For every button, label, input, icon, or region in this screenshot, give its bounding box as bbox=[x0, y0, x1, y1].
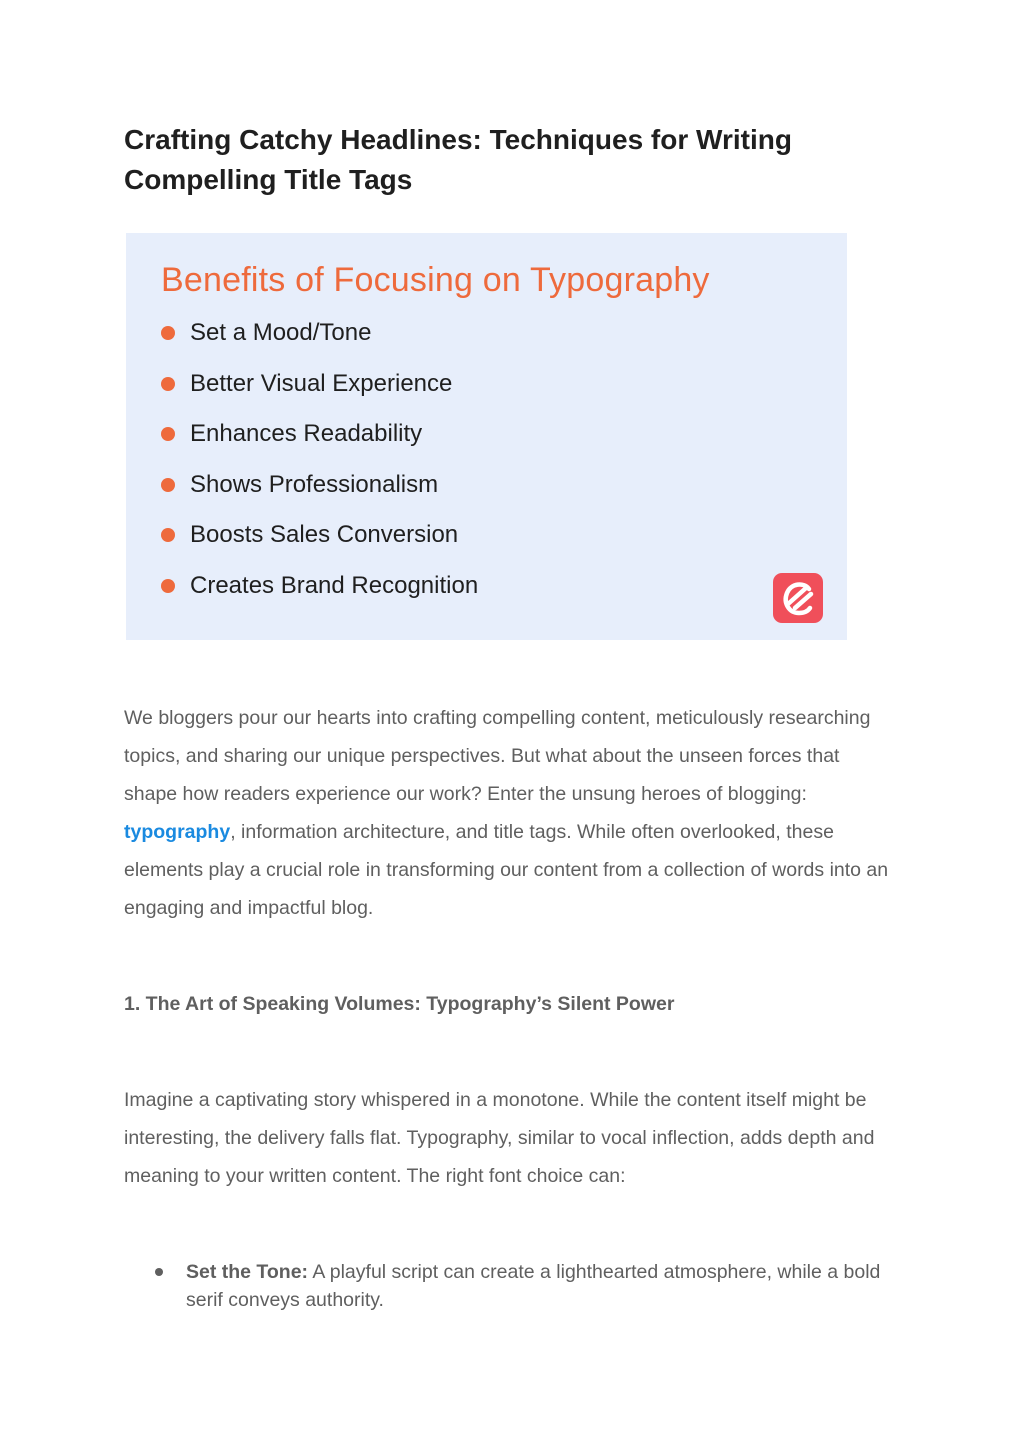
bullet-text: A playful script can create a lighthearted atmosphere, while a bold serif conveys authority. bbox=[186, 1261, 881, 1311]
benefit-item bbox=[160, 566, 478, 617]
benefit-item bbox=[160, 414, 478, 465]
intro-text-end: , information architecture, and title tags. While often overlooked, these elements play a crucial role in transforming our content from a collection of words into an engaging and impactful blog. bbox=[124, 821, 889, 919]
benefit-label: Shows Professionalism bbox=[190, 470, 439, 498]
font-benefits-list bbox=[124, 1258, 896, 1314]
bullet-dot-icon bbox=[161, 377, 175, 391]
benefit-item bbox=[160, 465, 478, 516]
bullet-dot-icon bbox=[161, 478, 175, 492]
benefits-list bbox=[160, 313, 478, 617]
benefit-label: Set a Mood/Tone bbox=[190, 319, 372, 346]
bullet-term: Set the Tone: bbox=[186, 1261, 309, 1283]
section-paragraph: Imagine a captivating story whispered in a monotone. While the content itself might be interesting, the delivery falls flat. Typography, similar to vocal inflection, adds depth and meaning to your written content. The right font choice can: bbox=[124, 1089, 875, 1187]
benefit-item bbox=[160, 515, 478, 566]
section-heading: 1. The Art of Speaking Volumes: Typography’s Silent Power bbox=[124, 993, 675, 1015]
list-item bbox=[124, 1258, 896, 1314]
bullet-dot-icon bbox=[155, 1268, 163, 1276]
bullet-dot-icon bbox=[161, 579, 175, 593]
typography-link[interactable]: typography bbox=[124, 821, 231, 843]
typography-benefits-image bbox=[126, 233, 847, 640]
benefit-item bbox=[160, 313, 478, 364]
bullet-dot-icon bbox=[161, 528, 175, 542]
bullet-dot-icon bbox=[161, 427, 175, 441]
intro-paragraph bbox=[124, 699, 896, 927]
infographic-title: Benefits of Focusing on Typography bbox=[161, 261, 710, 299]
benefit-label: Boosts Sales Conversion bbox=[190, 521, 459, 549]
benefit-label: Enhances Readability bbox=[190, 420, 423, 448]
document-title: Crafting Catchy Headlines: Techniques for Writing Compelling Title Tags bbox=[124, 124, 792, 195]
bullet-dot-icon bbox=[161, 326, 175, 340]
brand-e-logo-icon bbox=[773, 573, 823, 623]
benefit-item bbox=[160, 364, 478, 415]
intro-text-start: We bloggers pour our hearts into crafting compelling content, meticulously researching topics, and sharing our unique perspectives. But what about the unseen forces that shape how readers experience our work? Enter the unsung heroes of blogging: bbox=[124, 707, 871, 805]
benefit-label: Better Visual Experience bbox=[190, 369, 453, 397]
benefit-label: Creates Brand Recognition bbox=[190, 571, 479, 599]
